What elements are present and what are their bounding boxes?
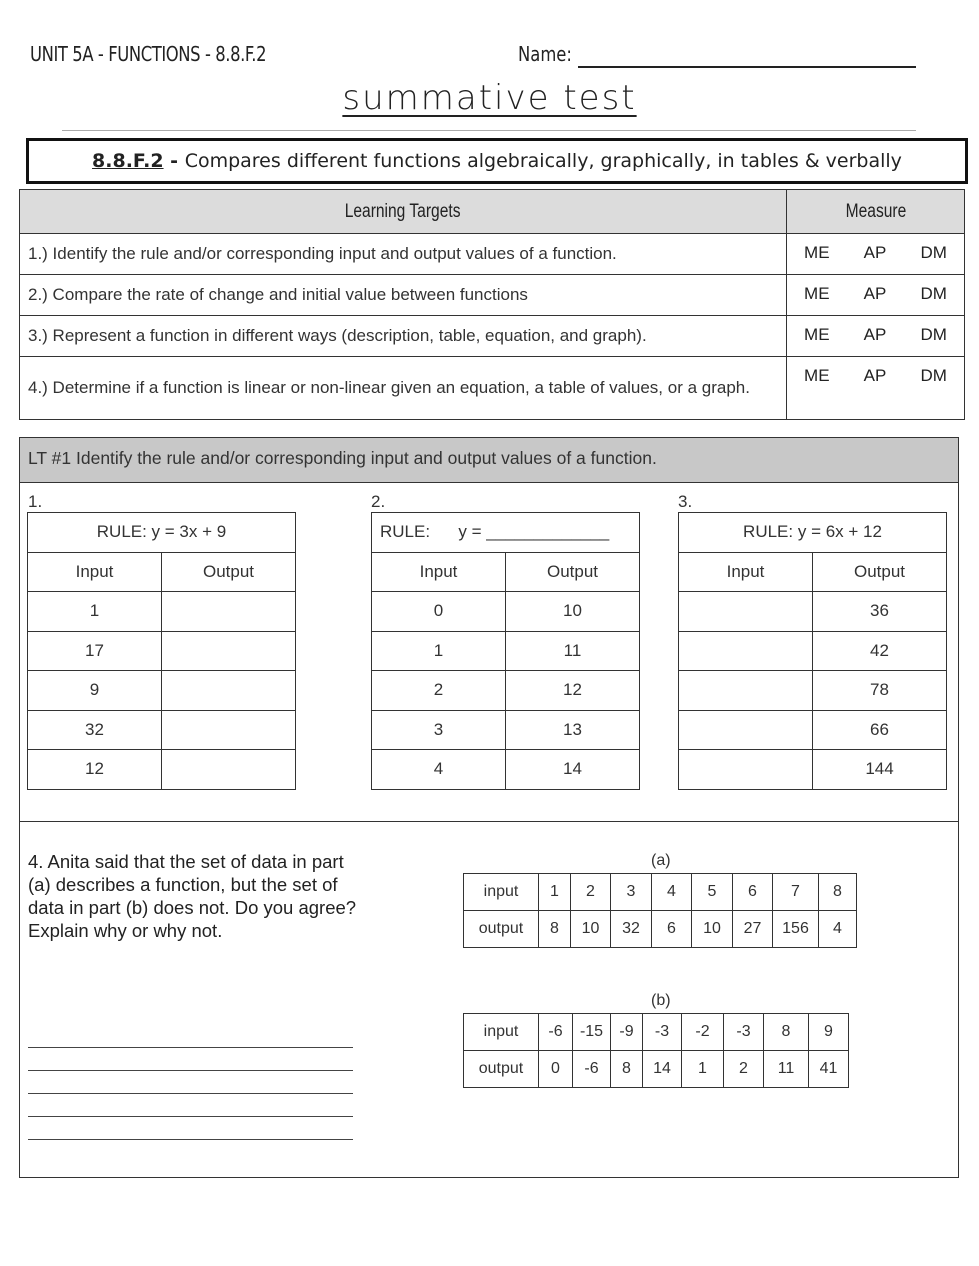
measure-me[interactable]: ME [804, 243, 830, 262]
output-cell: 36 [813, 592, 947, 632]
input-cell: 8 [819, 874, 857, 911]
row-label-input: input [464, 874, 539, 911]
input-cell: 7 [773, 874, 819, 911]
standard-box [26, 138, 968, 184]
target-4: 4.) Determine if a function is linear or non-linear given an equation, a table of values, or a graph. [20, 357, 787, 420]
output-answer-cell[interactable] [162, 671, 296, 711]
measure-me[interactable]: ME [804, 366, 830, 385]
input-header: Input [679, 552, 813, 592]
input-cell: 4 [372, 750, 506, 790]
measure-row-3 [787, 316, 965, 357]
measure-dm[interactable]: DM [920, 325, 947, 344]
input-cell: 32 [28, 710, 162, 750]
question-4-text: 4. Anita said that the set of data in part (a) describes a function, but the set of data in part (b) does not. Do you agree? Explain why or why not. [28, 851, 357, 941]
output-cell: 42 [813, 631, 947, 671]
answer-line[interactable] [28, 1093, 353, 1094]
measure-dm[interactable]: DM [920, 243, 947, 262]
output-cell: 10 [692, 911, 733, 948]
output-cell: 11 [764, 1051, 809, 1088]
output-cell: 11 [506, 631, 640, 671]
input-cell: -2 [682, 1014, 724, 1051]
answer-line[interactable] [28, 1139, 353, 1140]
measure-me[interactable]: ME [804, 325, 830, 344]
input-cell: 9 [809, 1014, 849, 1051]
input-header: Input [372, 552, 506, 592]
target-1: 1.) Identify the rule and/or corresponding input and output values of a function. [20, 234, 787, 275]
row-label-output: output [464, 1051, 539, 1088]
target-2: 2.) Compare the rate of change and initial value between functions [20, 275, 787, 316]
divider [62, 130, 916, 131]
measure-ap[interactable]: AP [863, 243, 887, 262]
input-cell: 3 [372, 710, 506, 750]
measure-dm[interactable]: DM [920, 366, 947, 385]
input-cell: 12 [28, 750, 162, 790]
input-cell: -3 [724, 1014, 764, 1051]
measure-me[interactable]: ME [804, 284, 830, 303]
output-cell: 41 [809, 1051, 849, 1088]
input-cell: 1 [28, 592, 162, 632]
input-cell: 1 [539, 874, 571, 911]
input-cell: 2 [571, 874, 611, 911]
standard-code: 8.8.F.2 [92, 150, 164, 172]
measure-ap[interactable]: AP [863, 325, 887, 344]
input-cell: -3 [643, 1014, 682, 1051]
measure-row-1 [787, 234, 965, 275]
measure-header: Measure [787, 190, 965, 234]
input-cell: -6 [539, 1014, 573, 1051]
data-table-b [463, 1013, 849, 1088]
measure-ap[interactable]: AP [863, 366, 887, 385]
input-cell: 6 [733, 874, 773, 911]
output-header: Output [813, 552, 947, 592]
output-cell: 8 [539, 911, 571, 948]
input-cell: 8 [764, 1014, 809, 1051]
answer-line[interactable] [28, 1047, 353, 1048]
measure-ap[interactable]: AP [863, 284, 887, 303]
standard-separator: - [163, 150, 185, 172]
output-answer-cell[interactable] [162, 710, 296, 750]
input-cell: 5 [692, 874, 733, 911]
measure-row-4 [787, 357, 965, 420]
function-table-2 [371, 512, 640, 790]
output-cell: 1 [682, 1051, 724, 1088]
input-answer-cell[interactable] [679, 710, 813, 750]
input-answer-cell[interactable] [679, 631, 813, 671]
output-cell: 4 [819, 911, 857, 948]
lt1-heading: LT #1 Identify the rule and/or corresponding input and output values of a function. [20, 438, 958, 483]
output-cell: 6 [652, 911, 692, 948]
output-cell: 32 [611, 911, 652, 948]
input-cell: 2 [372, 671, 506, 711]
input-answer-cell[interactable] [679, 592, 813, 632]
standard-description: Compares different functions algebraically, graphically, in tables & verbally [184, 150, 902, 172]
name-input-line[interactable] [578, 66, 916, 68]
rule-2[interactable]: RULE: y = _____________ [372, 513, 640, 553]
input-cell: -9 [611, 1014, 643, 1051]
unit-title: UNIT 5A - FUNCTIONS - 8.8.F.2 [30, 42, 267, 66]
input-cell: -15 [573, 1014, 611, 1051]
input-answer-cell[interactable] [679, 671, 813, 711]
data-table-a [463, 873, 857, 948]
input-cell: 4 [652, 874, 692, 911]
table-b-caption: (b) [651, 992, 671, 1009]
input-header: Input [28, 552, 162, 592]
section-divider [20, 821, 958, 822]
output-answer-cell[interactable] [162, 592, 296, 632]
measure-row-2 [787, 275, 965, 316]
function-table-1 [27, 512, 296, 790]
question-2-number: 2. [371, 492, 386, 511]
rule-1: RULE: y = 3x + 9 [28, 513, 296, 553]
input-cell: 0 [372, 592, 506, 632]
targets-header: Learning Targets [20, 190, 787, 234]
row-label-output: output [464, 911, 539, 948]
output-cell: 13 [506, 710, 640, 750]
input-cell: 3 [611, 874, 652, 911]
output-answer-cell[interactable] [162, 631, 296, 671]
input-cell: 1 [372, 631, 506, 671]
name-label: Name: [518, 42, 572, 66]
rule-3: RULE: y = 6x + 12 [679, 513, 947, 553]
question-1-number: 1. [28, 492, 43, 511]
output-cell: -6 [573, 1051, 611, 1088]
output-cell: 12 [506, 671, 640, 711]
answer-line[interactable] [28, 1070, 353, 1071]
input-cell: 9 [28, 671, 162, 711]
row-label-input: input [464, 1014, 539, 1051]
input-cell: 17 [28, 631, 162, 671]
function-table-3 [678, 512, 947, 790]
output-cell: 78 [813, 671, 947, 711]
target-3: 3.) Represent a function in different ways (description, table, equation, and graph). [20, 316, 787, 357]
output-cell: 66 [813, 710, 947, 750]
question-3-number: 3. [678, 492, 693, 511]
measure-dm[interactable]: DM [920, 284, 947, 303]
output-cell: 144 [813, 750, 947, 790]
output-cell: 2 [724, 1051, 764, 1088]
table-a-caption: (a) [651, 852, 671, 869]
output-answer-cell[interactable] [162, 750, 296, 790]
output-cell: 14 [643, 1051, 682, 1088]
output-header: Output [162, 552, 296, 592]
output-cell: 156 [773, 911, 819, 948]
output-cell: 0 [539, 1051, 573, 1088]
input-answer-cell[interactable] [679, 750, 813, 790]
output-header: Output [506, 552, 640, 592]
learning-targets-table [19, 189, 965, 420]
output-cell: 14 [506, 750, 640, 790]
output-cell: 8 [611, 1051, 643, 1088]
output-cell: 10 [506, 592, 640, 632]
output-cell: 27 [733, 911, 773, 948]
page-title: summative test [342, 78, 637, 118]
output-cell: 10 [571, 911, 611, 948]
answer-line[interactable] [28, 1116, 353, 1117]
